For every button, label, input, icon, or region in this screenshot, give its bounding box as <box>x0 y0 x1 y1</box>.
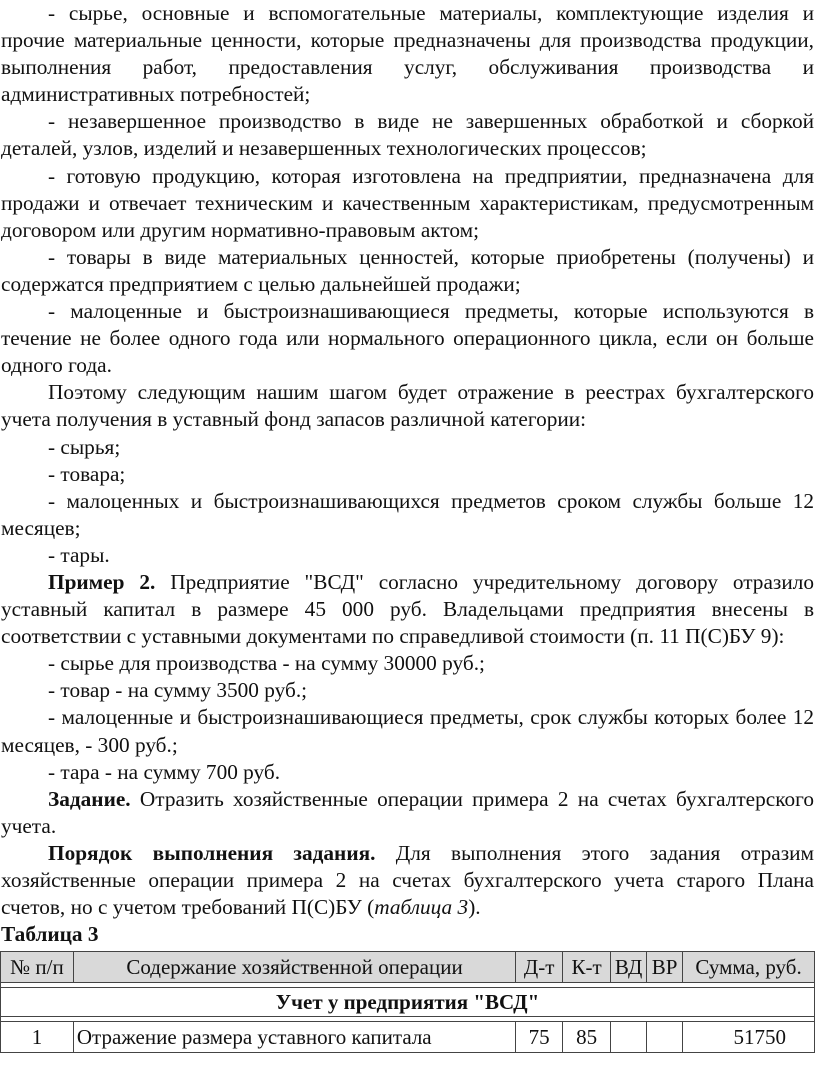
paragraph: - товара; <box>48 461 126 486</box>
procedure-paragraph <box>1 840 814 921</box>
cell-vr <box>647 1022 683 1053</box>
table-caption: Таблица 3 <box>1 922 99 947</box>
example-item: - сырье для производства - на сумму 30000 руб.; <box>48 651 485 676</box>
example-item: - тара - на сумму 700 руб. <box>48 759 281 784</box>
procedure-text-end: ). <box>468 895 481 920</box>
table-section-row <box>1 988 815 1017</box>
header-cell-vr: ВР <box>647 952 683 983</box>
procedure-label: Порядок выполнения задания. <box>48 840 376 865</box>
cell-number: 1 <box>1 1022 74 1053</box>
table-header-row <box>1 952 815 983</box>
example-item: - товар - на сумму 3500 руб.; <box>48 678 308 703</box>
paragraph: - незавершенное производство в виде не завершенных обработкой и сборкой деталей, узлов, изделий и незавершенных технологических процессов; <box>1 109 814 161</box>
paragraph: - тары. <box>48 542 110 567</box>
example-item: - малоценные и быстроизнашивающиеся предметы, срок службы которых более 12 месяцев, - 300 руб.; <box>1 705 814 757</box>
header-cell-debit: Д-т <box>516 952 563 983</box>
task-label: Задание. <box>48 786 131 811</box>
paragraph: - сырья; <box>48 434 121 459</box>
paragraph: - сырье, основные и вспомогательные материалы, комплектующие изделия и прочие материальные ценности, которые предназначены для производства продукции, выполнения работ, предоставления услуг, обслуживания производства и административных потребностей; <box>1 1 814 107</box>
section-title: Учет у предприятия "ВСД" <box>1 988 815 1017</box>
header-cell-number: № п/п <box>1 952 74 983</box>
task-paragraph <box>1 786 814 840</box>
cell-credit: 85 <box>563 1022 611 1053</box>
paragraph: Поэтому следующим нашим шагом будет отражение в реестрах бухгалтерского учета получения в уставный фонд запасов различной категории: <box>1 380 814 432</box>
header-cell-credit: К-т <box>563 952 611 983</box>
table-reference: таблица 3 <box>374 895 469 920</box>
example-paragraph <box>1 569 814 650</box>
header-cell-sum: Сумма, руб. <box>683 952 815 983</box>
example-text: Предприятие "ВСД" согласно учредительному договору отразило уставный капитал в размере 45 000 руб. Владельцами предприятия внесены в соответствии с уставными документами по справедливой стоимости (п. 11 П(С)БУ 9): <box>1 569 814 649</box>
paragraph: - товары в виде материальных ценностей, которые приобретены (получены) и содержатся предприятием с целью дальнейшей продажи; <box>1 244 814 296</box>
example-label: Пример 2. <box>48 569 156 594</box>
cell-vd <box>611 1022 647 1053</box>
cell-debit: 75 <box>516 1022 563 1053</box>
header-cell-vd: ВД <box>611 952 647 983</box>
operations-table <box>0 951 815 1053</box>
procedure-text: Для выполнения этого задания отразим хозяйственные операции примера 2 на счетах бухгалтерского учета старого Плана счетов, но с учетом требований П(С)БУ ( <box>1 840 814 920</box>
paragraph: - малоценные и быстроизнашивающиеся предметы, которые используются в течение не более одного года или нормального операционного цикла, если он больше одного года. <box>1 299 814 378</box>
paragraph: - готовую продукцию, которая изготовлена на предприятии, предназначена для продажи и отвечает техническим и качественным характеристикам, предусмотренным договором или другим нормативно-правовым актом; <box>1 163 814 242</box>
table-row <box>1 1022 815 1053</box>
header-cell-content: Содержание хозяйственной операции <box>73 952 515 983</box>
cell-sum: 51750 <box>683 1022 815 1053</box>
paragraph: - малоценных и быстроизнашивающихся предметов сроком службы больше 12 месяцев; <box>1 488 814 540</box>
task-text: Отразить хозяйственные операции примера 2 на счетах бухгалтерского учета. <box>1 786 814 838</box>
cell-content: Отражение размера уставного капитала <box>73 1022 515 1053</box>
